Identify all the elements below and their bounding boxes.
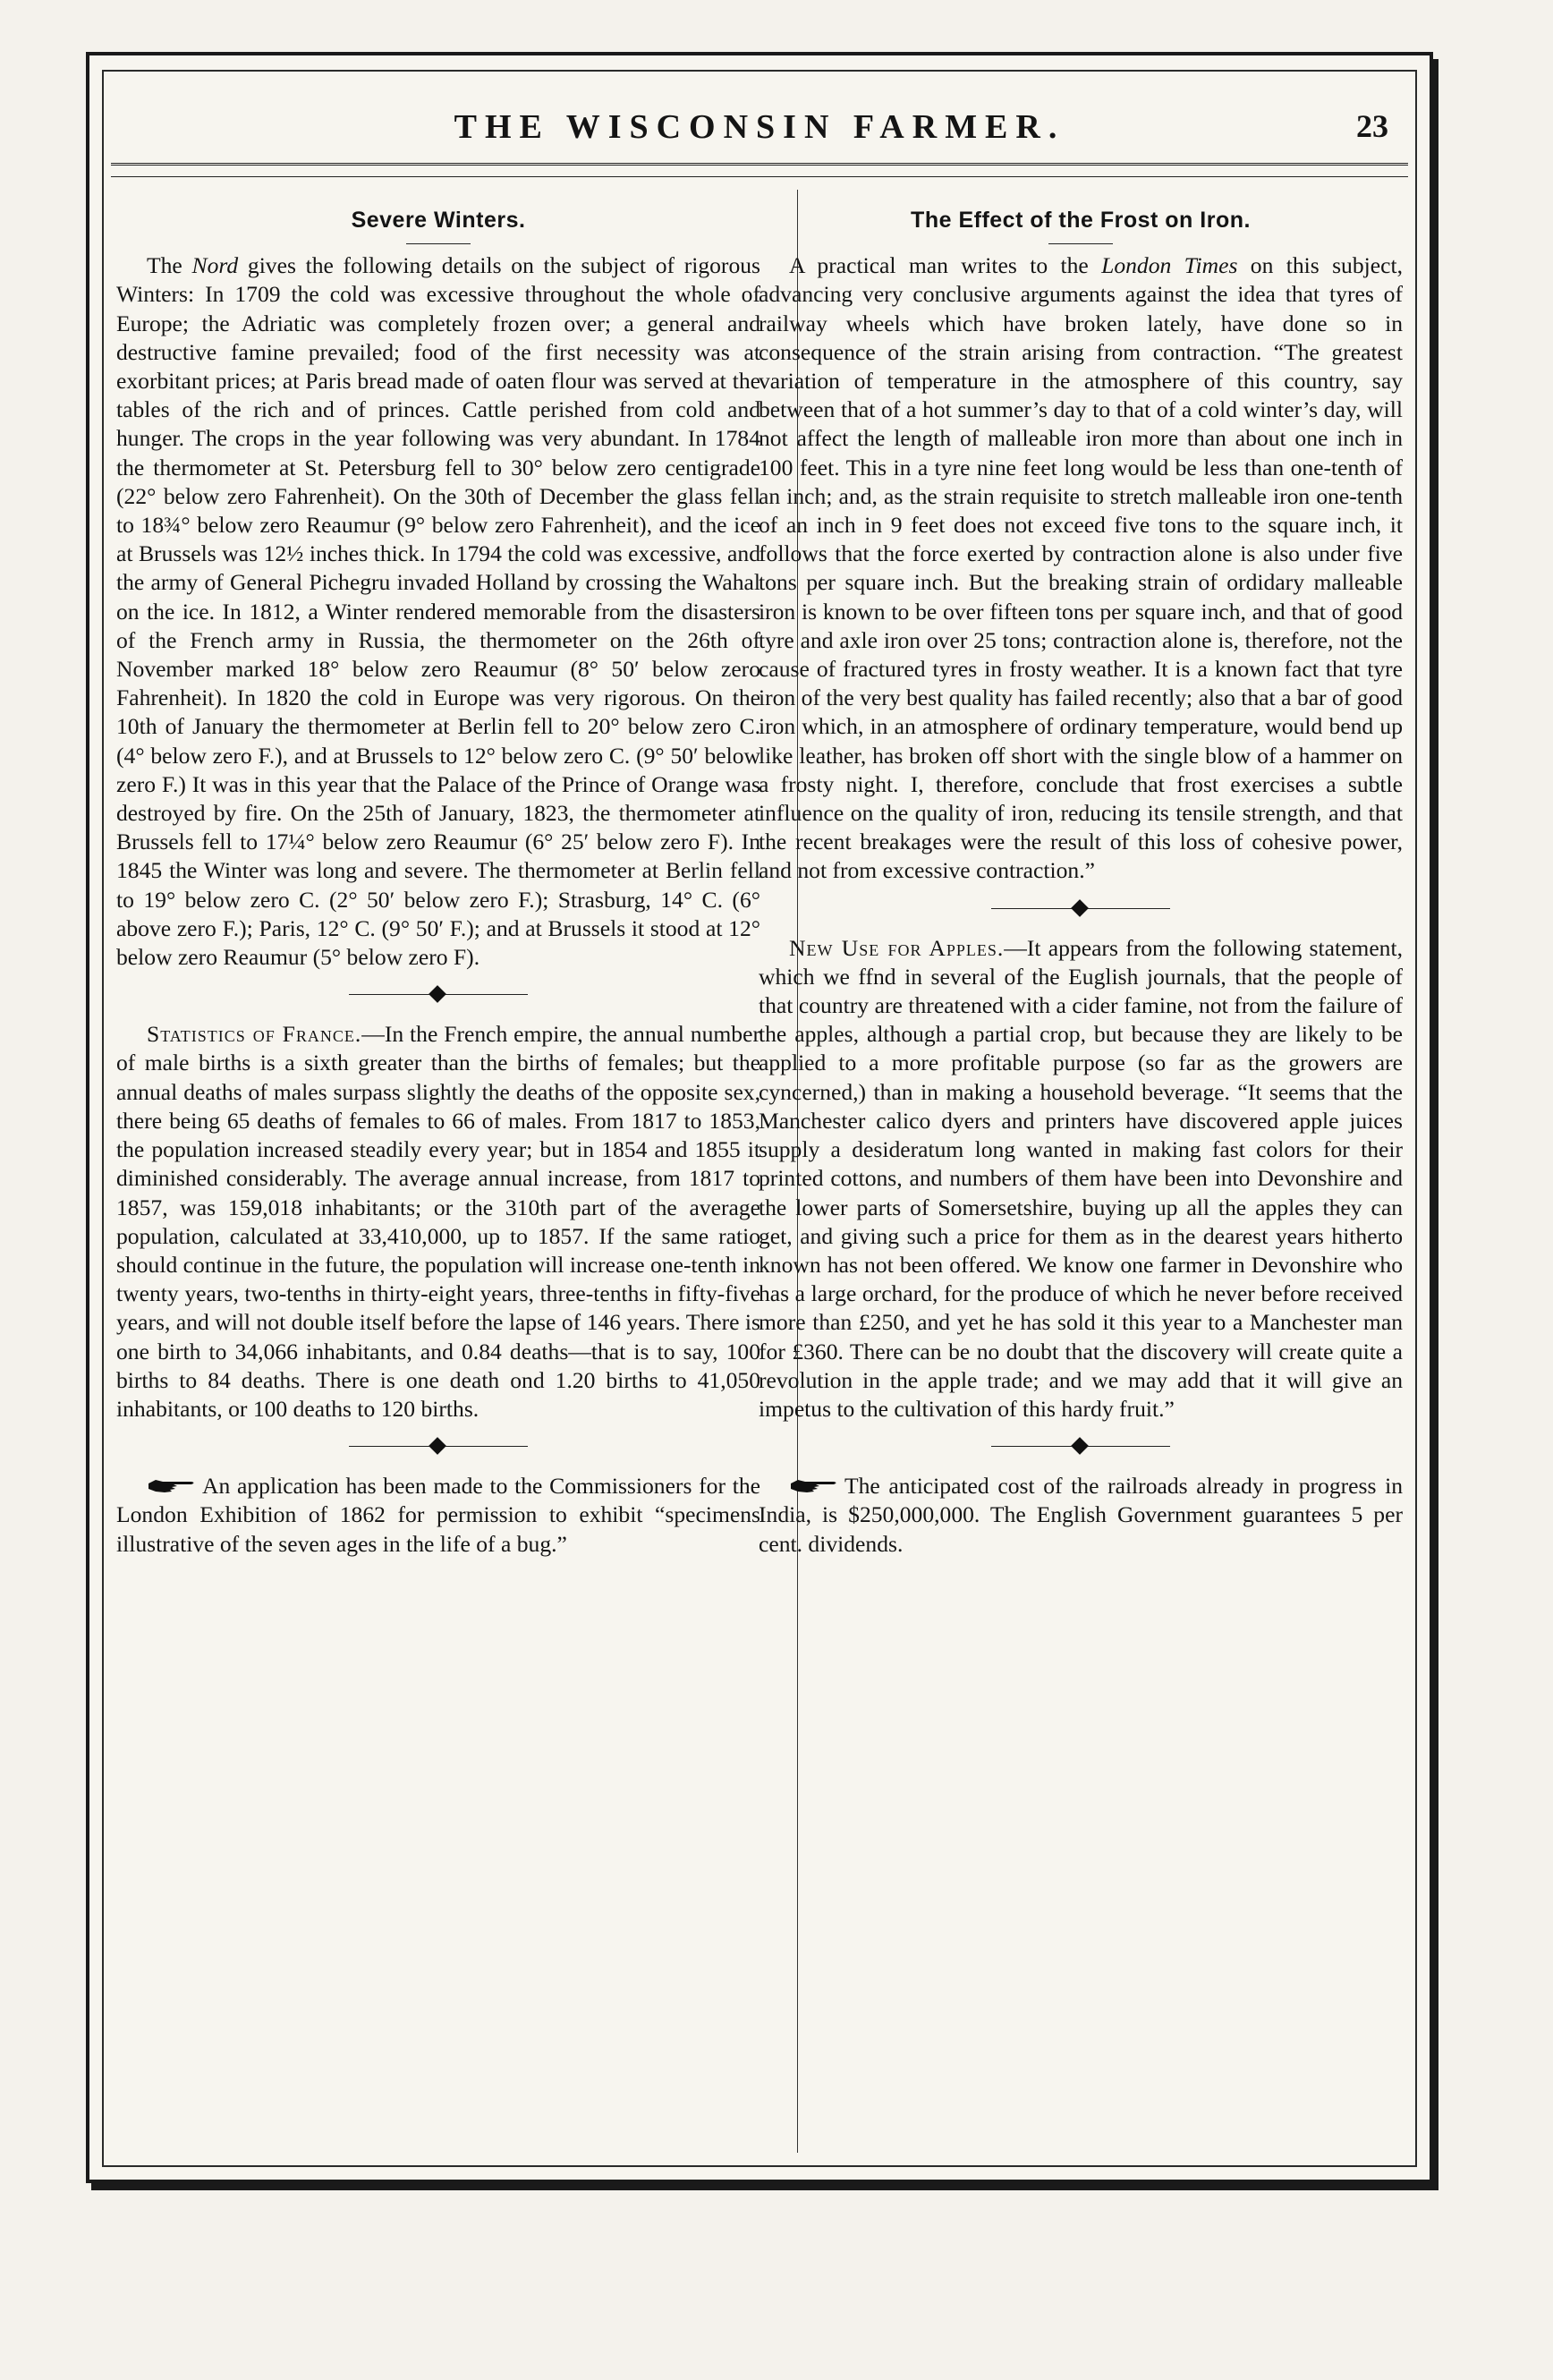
statistics-lead: Statistics of France. (147, 1021, 362, 1048)
article-columns (116, 190, 1403, 2153)
page-header (111, 100, 1408, 163)
statistics-text: —In the French empire, the annual number of male births is a sixth greater than the births of females; but the annual deaths of males surpass slightly the deaths of the opposite sex, there being 65 deaths of females to 66 of males. From 1817 to 1853, the population increased steadily every year; but in 1854 and 1855 it diminished considerably. The average annual increase, from 1817 to 1857, was 159,018 inhabitants; or the 310th part of the average population, calculated at 33,410,000, up to 1857. If the same ratio should continue in the future, the population will increase one-tenth in twenty years, two-tenths in thirty-eight years, three-tenths in fifty-five years, and will not double itself before the lapse of 146 years. There is one birth to 34,066 inhabitants, and 0.84 deaths—that is to say, 100 births to 84 deaths. There is one death ond 1.20 births to 41,050 inhabitants, or 100 deaths to 120 births. (116, 1021, 760, 1422)
severe-winters-heading: Severe Winters. (351, 208, 526, 233)
severe-winters-text: gives the following details on the subject of rigorous Winters: In 1709 the cold was excessive throughout the whole of Europe; the Adriatic was completely frozen over; a general and destructive famine prevailed; food of the first necessity was at exorbitant prices; at Paris bread made of oaten flour was served at the tables of the rich and of princes. Cattle perished from cold and hunger. The crops in the year following was very abundant. In 1784 the thermometer at St. Petersburg fell to 30° below zero centigrade (22° below zero Fahrenheit). On the 30th of December the glass fell to 18¾° below zero Reaumur (9° below zero Fahrenheit), and the ice at Brussels was 12½ inches thick. In 1794 the cold was excessive, and the army of General Pichegru invaded Holland by crossing the Wahal on the ice. In 1812, a Winter rendered memorable from the disasters of the French army in Russia, the thermometer on the 26th of November marked 18° below zero Reaumur (8° 50′ below zero Fahrenheit). In 1820 the cold in Europe was very rigorous. On the 10th of January the thermometer at Berlin fell to 20° below zero C. (4° below zero F.), and at Brussels to 12° below zero C. (9° 50′ below zero F.) It was in this year that the Palace of the Prince of Orange was destroyed by fire. On the 25th of January, 1823, the thermometer at Brussels fell to 17¼° below zero Reaumur (6° 25′ below zero F). In 1845 the Winter was long and severe. The thermometer at Berlin fell to 19° below zero C. (2° 50′ below zero F.); Strasburg, 14° C. (6° above zero F.); Paris, 12° C. (9° 50′ F.); and at Brussels it stood at 12° below zero Reaumur (5° below zero F). (116, 252, 761, 971)
apples-lead: New Use for Apples. (789, 934, 1005, 961)
severe-winters-intro: The (147, 252, 182, 279)
frost-iron-text: on this subject, advancing very conclusive arguments against the idea that tyres of railway wheels which have broken lately, have done so in consequence of the strain arising from contraction. “The greatest variation of temperature in the atmosphere of this country, say between that of a hot summer’s day to that of a cold winter’s day, will not affect the length of malleable iron more than about one inch in 100 feet. This in a tyre nine feet long would be less than one-tenth of an inch; and, as the strain requisite to stretch malleable iron one-tenth of an inch in 9 feet does not exceed five tons to the square inch, it follows that the force exerted by contraction alone is also under five tons per square inch. But the breaking strain of ordidary malleable iron is known to be over fifteen tons per square inch, and that of good tyre and axle iron over 25 tons; contraction alone is, therefore, not the cause of fractured tyres in frosty weather. It is a known fact that tyre iron of the very best quality has failed recently; also that a bar of good iron which, in an atmosphere of ordinary temperature, would bend up like leather, has broken off short with the single blow of a hammer on a frosty night. I, therefore, conclude that frost exercises a subtle influence on the quality of iron, reducing its tensile strength, and that the recent breakages were the result of this loss of cohesive power, and not from excessive contraction.” (759, 252, 1403, 884)
exhibition-note (116, 1472, 760, 1559)
apples-body (759, 934, 1403, 1424)
statistics-body (116, 1020, 760, 1424)
pointing-hand-icon (147, 1476, 197, 1496)
heading-rule (1048, 243, 1113, 244)
exhibition-text: An application has been made to the Commissioners for the London Exhibition of 1862 for permission to exhibit “specimens illustrative of the seven ages in the life of a bug.” (116, 1473, 760, 1557)
page-frame (86, 52, 1433, 2183)
railroads-text: The anticipated cost of the railroads already in progress in India, is $250,000,000. The English Government guarantees 5 per cent. dividends. (759, 1473, 1403, 1557)
apples-text: —It appears from the following statement, which we ffnd in several of the Euglish journals, that the people of that country are threatened with a cider famine, not from the failure of the apples, although a partial crop, but because they are likely to be applied to a more profitable purpose (so far as the growers are cyncerned,) than in making a household beverage. “It seems that the Manchester calico dyers and printers have discovered apple juices supply a desideratum long wanted in making fast colors for their printed cottons, and numbers of them have been into Devonshire and the lower parts of Somersetshire, buying up all the apples they can get, and giving such a price for them as in the dearest years hitherto known has not been offered. We know one farmer in Devonshire who has a large orchard, for the produce of which he never before received more than £250, and yet he has sold it this year to a Manchester man for £360. There can be no doubt that the discovery will create quite a revolution in the apple trade; and we may add that it will give an impetus to the cultivation of this hardy fruit.” (759, 934, 1403, 1422)
frost-iron-body (759, 251, 1403, 885)
frost-iron-heading: The Effect of the Frost on Iron. (911, 208, 1251, 233)
section-divider (991, 897, 1170, 922)
pointing-hand-icon (789, 1476, 839, 1496)
right-column (759, 190, 1403, 2153)
frost-iron-intro: A practical man writes to the (789, 252, 1089, 279)
nord-journal-name: Nord (191, 252, 239, 279)
running-title: THE WISCONSIN FARMER. (454, 108, 1065, 146)
left-column (116, 190, 760, 2153)
heading-rule (406, 243, 471, 244)
section-divider (991, 1434, 1170, 1459)
railroads-note (759, 1472, 1403, 1559)
section-divider (349, 982, 528, 1007)
header-rule (111, 163, 1408, 177)
london-times-name: London Times (1101, 252, 1238, 279)
severe-winters-body (116, 251, 760, 972)
section-divider (349, 1434, 528, 1459)
page-number: 23 (1356, 108, 1388, 144)
